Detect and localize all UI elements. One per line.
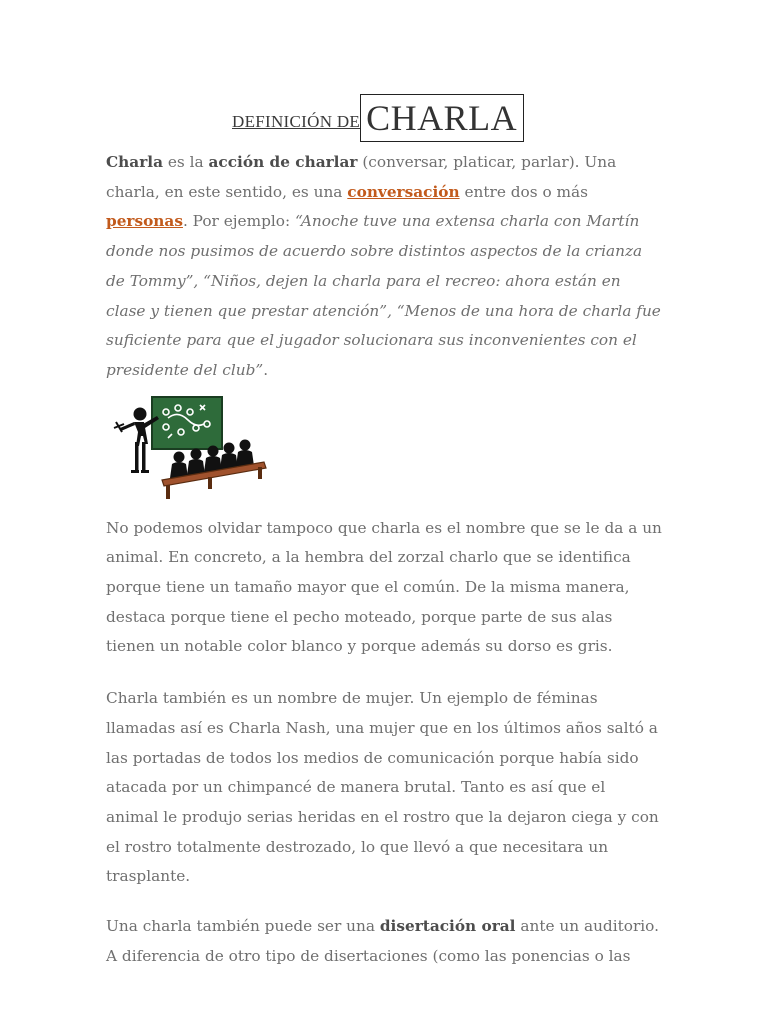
title-prefix: DEFINICIÓN DE xyxy=(232,112,361,131)
classroom-illustration-icon xyxy=(108,394,272,502)
classroom-illustration-svg xyxy=(108,394,272,502)
link-personas[interactable]: personas xyxy=(106,212,183,231)
text-span: entre dos o más xyxy=(459,182,588,201)
term-accion-de-charlar: acción de charlar xyxy=(208,153,358,171)
text-span: ante un auditorio. A diferencia de otro tipo de disertaciones (como las ponencias o las xyxy=(106,917,659,965)
title-word-box: CHARLA xyxy=(360,94,524,142)
disertacion-paragraph xyxy=(106,912,662,971)
document-page xyxy=(106,92,662,971)
term-disertacion-oral: disertación oral xyxy=(379,917,516,936)
example-quotes: “Anoche tuve una extensa charla con Martín donde nos pusimos de acuerdo sobre distintos aspectos de la crianza de Tommy”, “Niños, dejen la charla para el recreo: ahora están en clase y tienen que prestar atención”, “Menos de una hora de charla fue suficiente para que el jugador solucionara sus inconvenientes con el presidente del club” xyxy=(106,212,661,379)
term-charla: Charla xyxy=(106,153,163,171)
text-span: Una charla también puede ser una xyxy=(106,917,380,936)
text-span: . Por ejemplo: xyxy=(182,212,295,231)
text-span: (conversar, platicar, parlar). Una charla, en este sentido, es una xyxy=(106,153,617,201)
link-conversacion[interactable]: conversación xyxy=(347,182,460,201)
text-span: es la xyxy=(163,153,209,171)
text-span: . xyxy=(263,360,269,379)
animal-paragraph: No podemos olvidar tampoco que charla es el nombre que se le da a un animal. En concreto, a la hembra del zorzal charlo que se identifica porque tiene un tamaño mayor que el común. De la misma manera, destaca porque tiene el pecho moteado, porque parte de sus alas tienen un notable color blanco y porque además su dorso es gris. xyxy=(106,518,662,656)
definition-paragraph xyxy=(106,148,662,386)
document-title xyxy=(106,92,662,142)
name-paragraph: Charla también es un nombre de mujer. Un ejemplo de féminas llamadas así es Charla Nash, una mujer que en los últimos años saltó a las portadas de todos los medios de comunicación porque había sido atacada por un chimpancé de manera brutal. Tanto es así que el animal le produjo serias heridas en el rostro que la dejaron ciega y con el rostro totalmente destrozado, lo que llevó a que necesitara un trasplante. xyxy=(106,689,659,886)
